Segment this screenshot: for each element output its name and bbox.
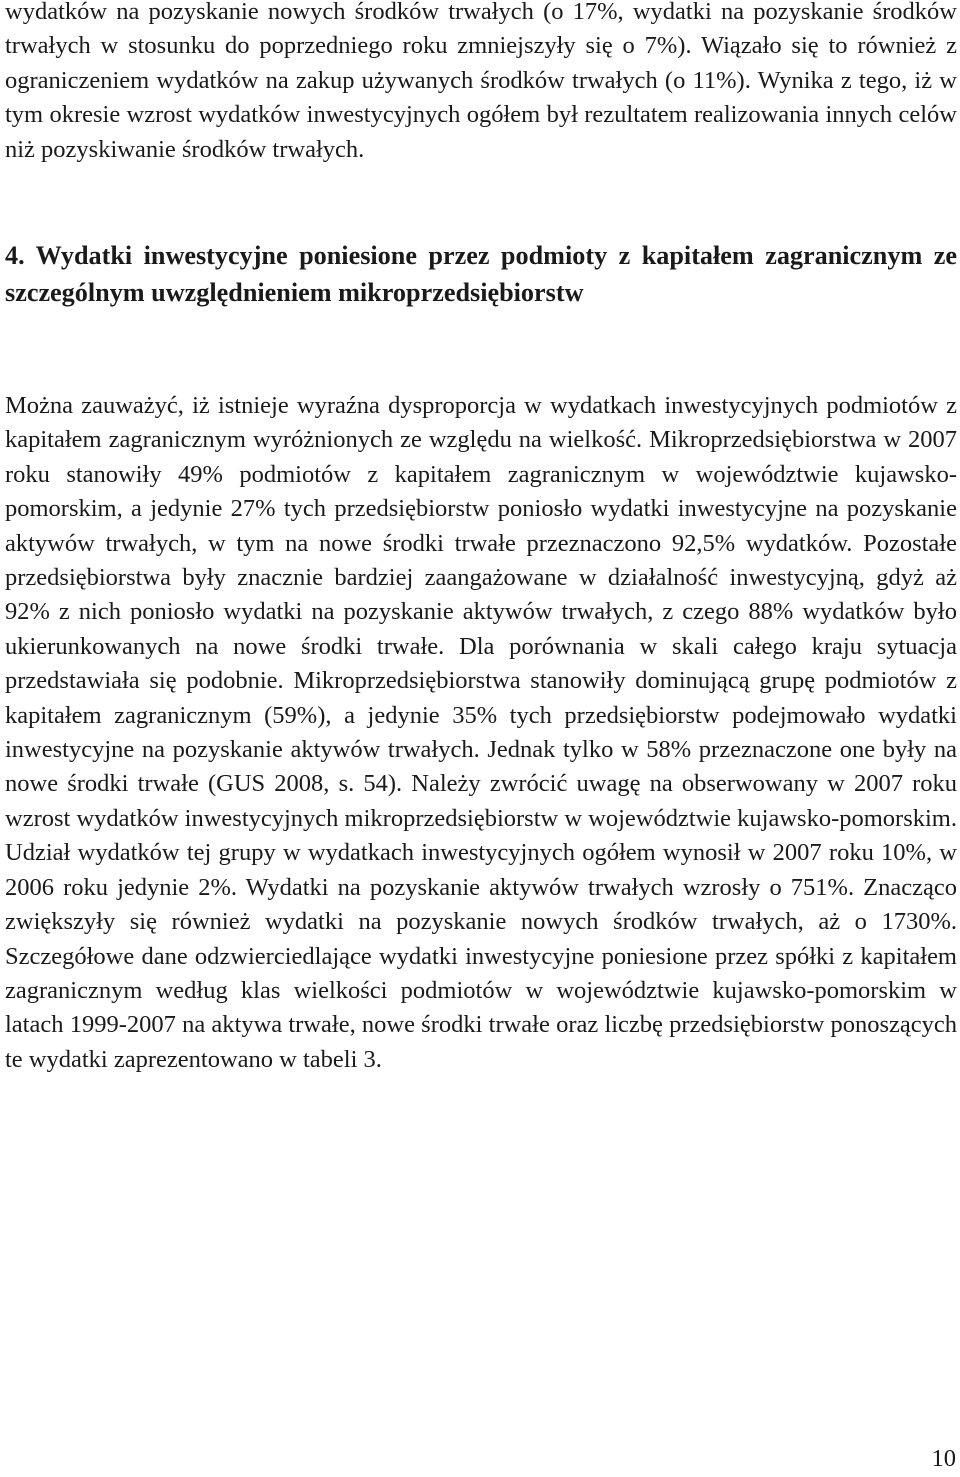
paragraph-continued: wydatków na pozyskanie nowych środków trwałych (o 17%, wydatki na pozyskanie środków trwałych w stosunku do poprzedniego roku zmniejszyły się o 7%). Wiązało się to również z ograniczeniem wydatków na zakup używanych środków trwałych (o 11%). Wynika z tego, iż w tym okresie wzrost wydatków inwestycyjnych ogółem był rezultatem realizowania innych celów niż pozyskiwanie środków trwałych. (5, 0, 957, 163)
paragraph-body: Można zauważyć, iż istnieje wyraźna dysproporcja w wydatkach inwestycyjnych podmiotów z kapitałem zagranicznym wyróżnionych ze względu na wielkość. Mikroprzedsiębiorstwa w 2007 roku stanowiły 49% podmiotów z kapitałem zagranicznym w województwie kujawsko-pomorskim, a jedynie 27% tych przedsiębiorstw poniosło wydatki inwestycyjne na pozyskanie aktywów trwałych, w tym na nowe środki trwałe przeznaczono 92,5% wydatków. Pozostałe przedsiębiorstwa były znacznie bardziej zaangażowane w działalność inwestycyjną, gdyż aż 92% z nich poniosło wydatki na pozyskanie aktywów trwałych, z czego 88% wydatków było ukierunkowanych na nowe środki trwałe. Dla porównania w skali całego kraju sytuacja przedstawiała się podobnie. Mikroprzedsiębiorstwa stanowiły dominującą grupę podmiotów z kapitałem zagranicznym (59%), a jedynie 35% tych przedsiębiorstw podejmowało wydatki inwestycyjne na pozyskanie aktywów trwałych. Jednak tylko w 58% przeznaczone one były na nowe środki trwałe (GUS 2008, s. 54). Należy zwrócić uwagę na obserwowany w 2007 roku wzrost wydatków inwestycyjnych mikroprzedsiębiorstw w województwie kujawsko-pomorskim. Udział wydatków tej grupy w wydatkach inwestycyjnych ogółem wynosił w 2007 roku 10%, w 2006 roku jedynie 2%. Wydatki na pozyskanie aktywów trwałych wzrosły o 751%. Znacząco zwiększyły się również wydatki na pozyskanie nowych środków trwałych, aż o 1730%. Szczegółowe dane odzwierciedlające wydatki inwestycyjne poniesione przez spółki z kapitałem zagranicznym według klas wielkości podmiotów w województwie kujawsko-pomorskim w latach 1999-2007 na aktywa trwałe, nowe środki trwałe oraz liczbę przedsiębiorstw ponoszących te wydatki zaprezentowano w tabeli 3. (5, 392, 957, 1073)
section-heading: 4. Wydatki inwestycyjne poniesione przez podmioty z kapitałem zagranicznym ze szczególnym uwzględnieniem mikroprzedsiębiorstw (5, 241, 957, 307)
page-number: 10 (931, 1445, 956, 1472)
